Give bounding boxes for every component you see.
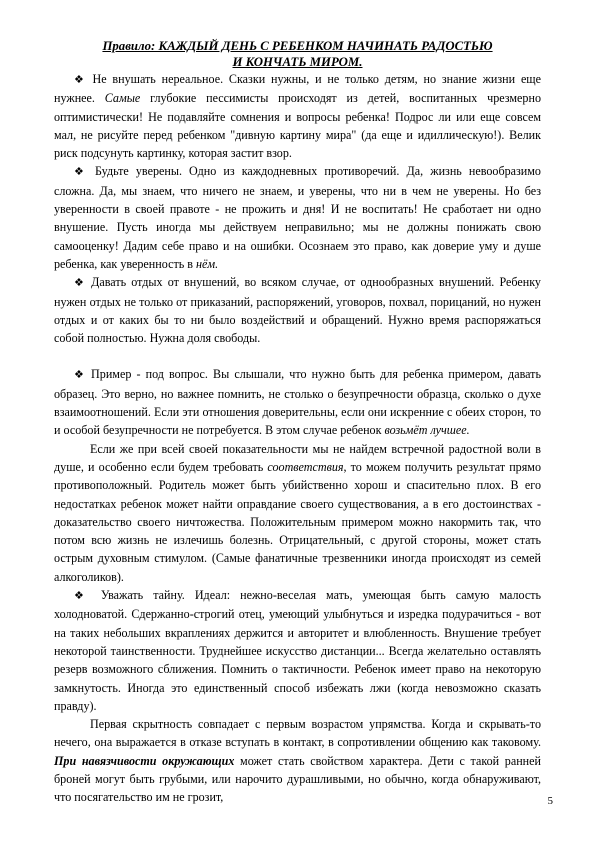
page-title bbox=[54, 38, 541, 70]
paragraph-4-text-a: Пример - под вопрос. Вы слышали, что нужно быть для ребенка примером, давать образец. Это верно, но важнее помнить, не столько о безупречности образца, сколько о духе взаимоотношений. Если эти отношения доверительны, если они искренние с обеих сторон, то и особой безупречности не потребуется. В этом случае ребенок bbox=[54, 367, 541, 438]
paragraph-7-emphasis: При навязчивости окружающих bbox=[54, 753, 235, 768]
paragraph-5-text-b: , то можем получить результат прямо противоположный. Родитель может быть убийственно хорош и спасительно плох. В его недостатках ребенок может найти оправдание своего существования, а в его достоинствах - доказательство своего ничтожества. Положительным примером можно накормить так, что потом всю жизнь не излечишь болезнь. Отрицательный, с другой стороны, может стать острым духовным стимулом. (Самые фанатичные трезвенники иногда происходят из семей алкоголиков). bbox=[54, 459, 541, 584]
paragraph-6 bbox=[54, 586, 541, 715]
bullet-diamond-icon: ❖ bbox=[74, 590, 91, 603]
bullet-diamond-icon: ❖ bbox=[74, 277, 86, 290]
page-content bbox=[54, 38, 541, 807]
paragraph-5-emphasis: соответствия bbox=[267, 459, 344, 474]
paragraph-2-emphasis: нём. bbox=[196, 256, 219, 271]
paragraph-2-text-a: Будьте уверены. Одно из каждодневных противоречий. Да, жизнь невообразимо сложна. Да, мы знаем, что ничего не знаем, и уверены, что ни в чем не уверены. Но без уверенности в своей правоте - не прожить и дня! И не воспитать! Не сработает ни одно внушение. Пусть иногда мы действуем неправильно; мы не должны понижать свою самооценку! Дадим себе право и на ошибки. Осознаем это право, как доверие уму и душе ребенка, как уверенность в bbox=[54, 164, 541, 271]
paragraph-5-text-a: Если же при всей своей показательности мы не найдем встречной радостной воли в душе, и особенно если будем требовать bbox=[54, 441, 541, 474]
paragraph-7-text-a: Первая скрытность совпадает с первым возрастом упрямства. Когда и скрывать-то нечего, она выражается в отказе вступать в контакт, в сопротивлении общению как таковому. bbox=[54, 717, 541, 750]
bullet-diamond-icon: ❖ bbox=[74, 74, 87, 86]
paragraph-3-text: Давать отдых от внушений, во всяком случае, от однообразных внушений. Ребенку нужен отдых не только от приказаний, распоряжений, уговоров, похвал, порицаний, но нужен отдых и от каких бы то ни было воздействий и обращений. Нужно время распоряжаться собой полностью. Нужна доля свободы. bbox=[54, 275, 541, 346]
paragraph-4-emphasis: возьмёт лучшее. bbox=[384, 423, 470, 438]
paragraph-6-text: Уважать тайну. Идеал: нежно-веселая мать, умеющая быть самую малость холодноватой. Сдержанно-строгий отец, умеющий улыбнуться и изредка подурачиться - вот на таких небольших вкраплениях держится и авторитет и влюбленность. Внушение требует некоторой таинственности. Труднейшее искусство дистанции... Всегда желательно оставлять резерв возможного сближения. Помнить о тактичности. Ребенок имеет право на некоторую замкнутость. Иногда это единственный способ избежать лжи (когда невозможно сказать правду). bbox=[54, 588, 541, 713]
paragraph-7 bbox=[54, 715, 541, 806]
paragraph-4 bbox=[54, 365, 541, 439]
paragraph-1-text-a: Не внушать нереальное. Сказки нужны, и не только детям, но знание жизни еще нужнее. bbox=[54, 72, 541, 106]
paragraph-5 bbox=[54, 440, 541, 586]
paragraph-7-text-b: может стать свойством характера. Дети с такой ранней броней могут быть грубыми, или нарочито дурашливыми, но обычно, когда обнаруживают, что посягательство им не грозит, bbox=[54, 753, 541, 805]
paragraph-1 bbox=[54, 70, 541, 162]
bullet-diamond-icon: ❖ bbox=[74, 369, 86, 382]
paragraph-1-emphasis: Самые bbox=[104, 91, 141, 106]
paragraph-3 bbox=[54, 273, 541, 347]
title-line-2: И КОНЧАТЬ МИРОМ. bbox=[232, 55, 363, 69]
paragraph-1-text-b: глубокие пессимисты происходят из детей, воспитанных чрезмерно оптимистически! Не подавляйте сомнения и вопросы ребенка! Подрос ли или еще совсем мал, не рисуйте перед ребенком "дивную картину мира" (да еще и идиллическую!). Велик риск подсунуть картинку, которая застит взор. bbox=[54, 91, 541, 161]
paragraph-2 bbox=[54, 162, 541, 273]
title-line-1: Правило: КАЖДЫЙ ДЕНЬ С РЕБЕНКОМ НАЧИНАТЬ РАДОСТЬЮ bbox=[102, 39, 493, 53]
page-number: 5 bbox=[547, 795, 553, 807]
bullet-diamond-icon: ❖ bbox=[74, 166, 88, 179]
